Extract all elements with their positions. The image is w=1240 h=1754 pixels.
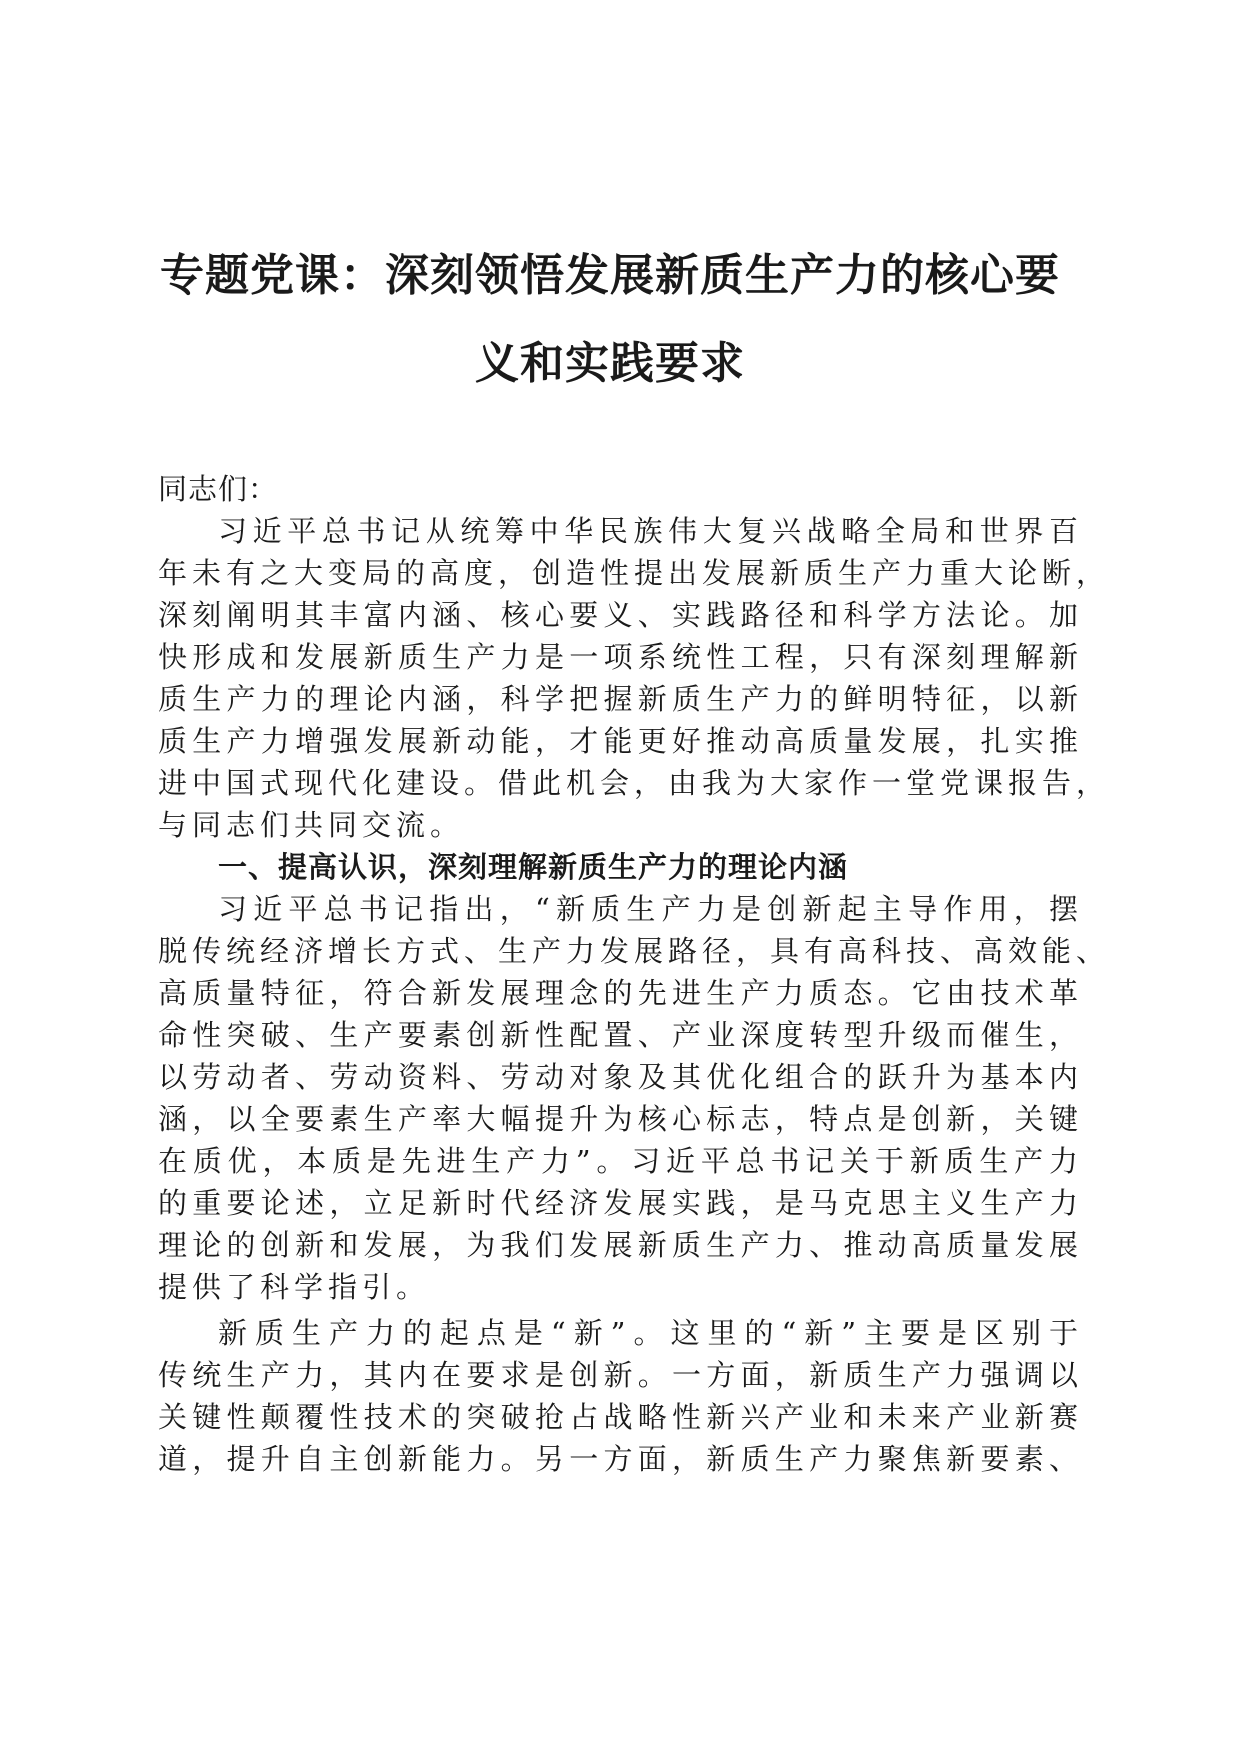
paragraph-line: 质生产力增强发展新动能，才能更好推动高质量发展，扎实推 bbox=[158, 724, 1083, 758]
paragraph-line: 在质优，本质是先进生产力”。习近平总书记关于新质生产力 bbox=[158, 1144, 1083, 1178]
paragraph-line: 以劳动者、劳动资料、劳动对象及其优化组合的跃升为基本内 bbox=[158, 1060, 1083, 1094]
paragraph-line: 质生产力的理论内涵，科学把握新质生产力的鲜明特征，以新 bbox=[158, 682, 1083, 716]
paragraph-line: 命性突破、生产要素创新性配置、产业深度转型升级而催生， bbox=[158, 1018, 1083, 1052]
document-body bbox=[158, 468, 1111, 1480]
paragraph-line: 理论的创新和发展，为我们发展新质生产力、推动高质量发展 bbox=[158, 1228, 1083, 1262]
paragraph-line: 关键性颠覆性技术的突破抢占战略性新兴产业和未来产业新赛 bbox=[158, 1400, 1083, 1434]
paragraph-line: 进中国式现代化建设。借此机会，由我为大家作一堂党课报告， bbox=[158, 766, 1111, 800]
paragraph-intro bbox=[158, 510, 1111, 846]
paragraph-line: 道，提升自主创新能力。另一方面，新质生产力聚焦新要素、 bbox=[158, 1442, 1083, 1476]
paragraph-line: 年未有之大变局的高度，创造性提出发展新质生产力重大论断， bbox=[158, 556, 1111, 590]
section-heading-1: 一、提高认识，深刻理解新质生产力的理论内涵 bbox=[218, 850, 849, 884]
paragraph-line: 传统生产力，其内在要求是创新。一方面，新质生产力强调以 bbox=[158, 1358, 1083, 1392]
paragraph-new bbox=[158, 1312, 1083, 1480]
salutation: 同志们： bbox=[158, 472, 279, 506]
paragraph-line: 快形成和发展新质生产力是一项系统性工程，只有深刻理解新 bbox=[158, 640, 1083, 674]
paragraph-line: 新质生产力的起点是“新”。这里的“新”主要是区别于 bbox=[218, 1316, 1083, 1350]
title-line-2: 义和实践要求 bbox=[475, 338, 745, 389]
document-title bbox=[140, 232, 1080, 408]
paragraph-line: 高质量特征，符合新发展理念的先进生产力质态。它由技术革 bbox=[158, 976, 1083, 1010]
paragraph-line: 习近平总书记从统筹中华民族伟大复兴战略全局和世界百 bbox=[218, 514, 1083, 548]
paragraph-line: 的重要论述，立足新时代经济发展实践，是马克思主义生产力 bbox=[158, 1186, 1083, 1220]
paragraph-line: 与同志们共同交流。 bbox=[158, 808, 465, 842]
paragraph-line: 涵，以全要素生产率大幅提升为核心标志，特点是创新，关键 bbox=[158, 1102, 1083, 1136]
paragraph-definition bbox=[158, 888, 1111, 1308]
paragraph-line: 脱传统经济增长方式、生产力发展路径，具有高科技、高效能、 bbox=[158, 934, 1111, 968]
paragraph-line: 提供了科学指引。 bbox=[158, 1270, 431, 1304]
paragraph-line: 深刻阐明其丰富内涵、核心要义、实践路径和科学方法论。加 bbox=[158, 598, 1083, 632]
paragraph-line: 习近平总书记指出，“新质生产力是创新起主导作用，摆 bbox=[218, 892, 1083, 926]
title-line-1: 专题党课：深刻领悟发展新质生产力的核心要 bbox=[160, 250, 1060, 301]
